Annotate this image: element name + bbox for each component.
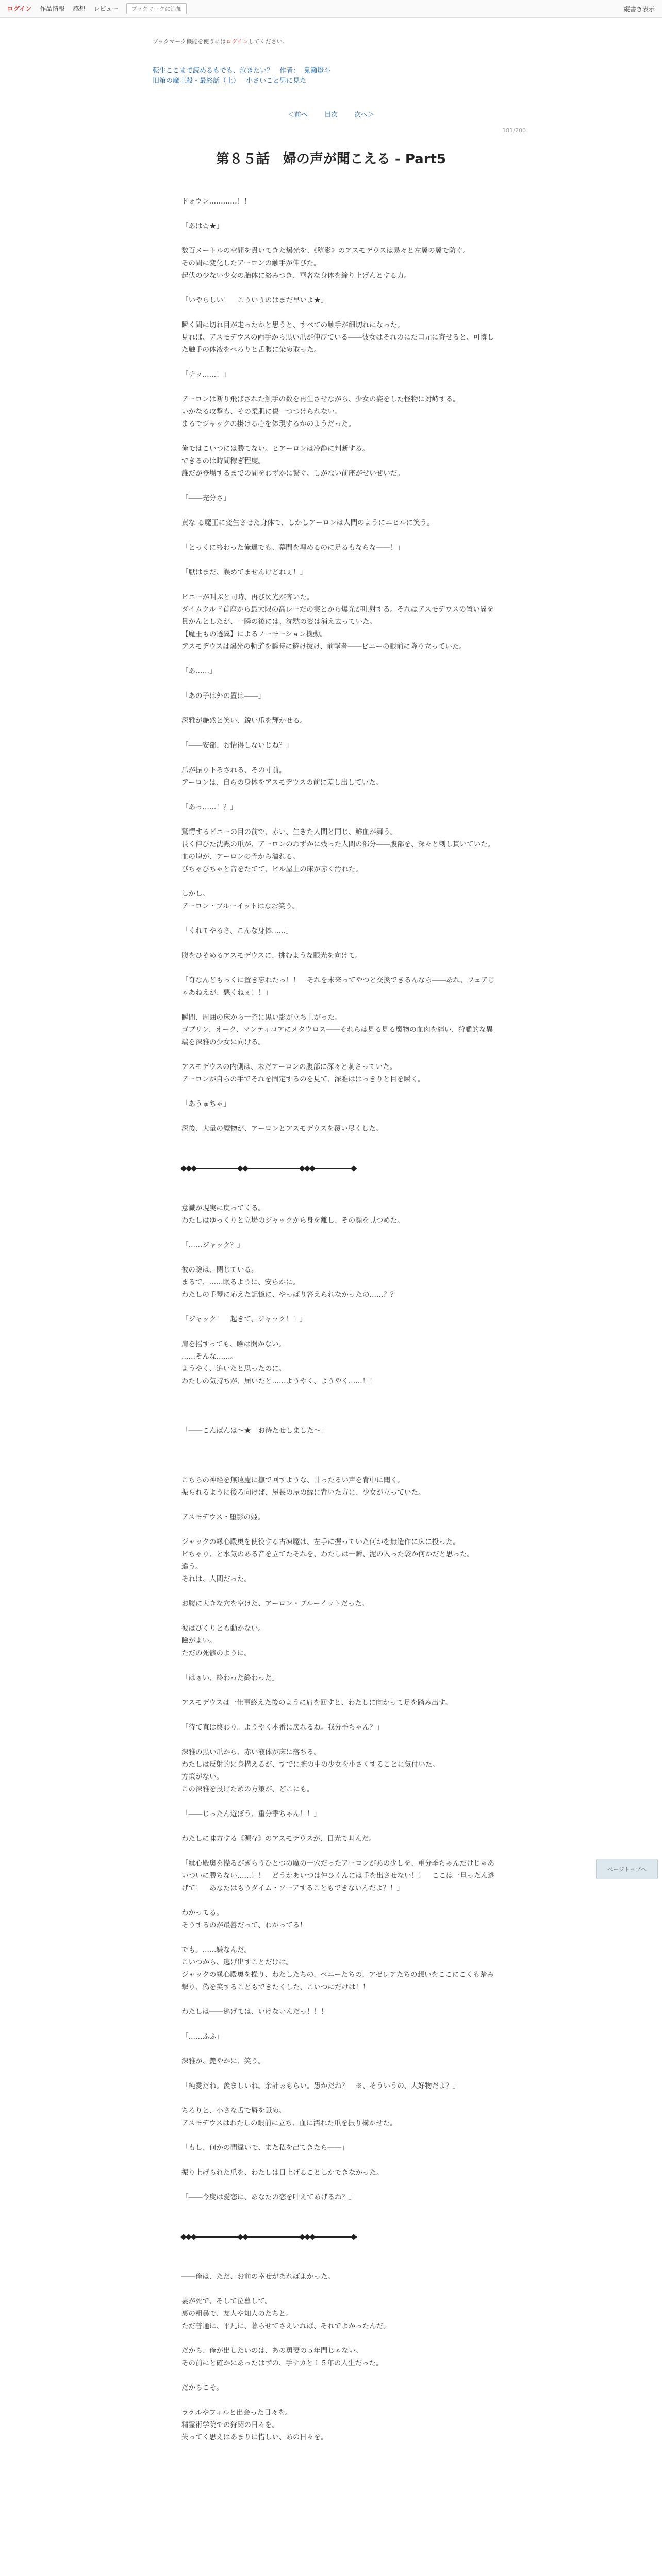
- novel-paragraph: 失ってく思えはあまりに惜しい、あの日々を。: [181, 2433, 328, 2442]
- novel-paragraph: [181, 1585, 497, 1598]
- novel-paragraph: わたしはゆっくりと立場のジャックから身を離し、その顔を見つめた。: [181, 1216, 404, 1225]
- novel-paragraph: [181, 232, 497, 245]
- novel-paragraph: 「あっ……！？」: [181, 803, 237, 811]
- novel-paragraph: ビニーが叫ぶと同時、再び閃光が奔いた。: [181, 593, 314, 601]
- novel-paragraph: 肩を揺すっても、瞼は開かない。: [181, 1340, 286, 1348]
- novel-paragraph: [181, 1659, 497, 1672]
- novel-paragraph: [181, 1048, 497, 1061]
- novel-paragraph: [181, 2332, 497, 2345]
- novel-paragraph: 振られるように後ろ向けば、屋長の屋の縁に背いた方に、少女が立っていた。: [181, 1488, 425, 1497]
- novel-paragraph: でも。……嫌なんだ。: [181, 1946, 251, 1954]
- novel-paragraph: [181, 2369, 497, 2382]
- novel-paragraph: だから、俺が出したいのは、あの勇妻の５年間じゃない。: [181, 2347, 362, 2355]
- novel-paragraph: 「あは☆★」: [181, 222, 223, 230]
- novel-paragraph: [181, 2067, 497, 2080]
- novel-paragraph: わたしの手琴に応えた記憶に、やっぱり答えられなかったの……？？: [181, 1291, 398, 1299]
- novel-paragraph: [181, 504, 497, 517]
- novel-paragraph: アスモデウス・堕影の姫。: [181, 1513, 265, 1521]
- novel-paragraph: できるのは時間稼ぎ程度。: [181, 457, 265, 465]
- bookmark-notice: ブックマーク機能を使うにはログインしてください。: [153, 38, 288, 45]
- novel-paragraph: 「いやらしい！ こういうのはまだ早いよ★」: [181, 296, 328, 304]
- novel-paragraph: [181, 2129, 497, 2142]
- novel-paragraph: 「奇なんどもっくに置き忘れたっ！！ それを未来ってやつと交換できるんなら――あれ、フェアじゃあねえが、悪くねぇ！！」: [181, 976, 495, 997]
- novel-paragraph: いかなる攻撃も、その柔肌に傷一つつけられない。: [181, 408, 342, 416]
- novel-paragraph: 「とっくに終わった俺達でも、幕間を埋めるのに足るもならな――！」: [181, 544, 404, 552]
- novel-paragraph: ――俺は、ただ、お前の幸せがあればよかった。: [181, 2273, 335, 2281]
- novel-paragraph: [181, 1412, 497, 1425]
- novel-paragraph: ゴブリン、オーク、マンティコアにメタウロス――それらは見る見る魔物の血肉を纏い、狩艦的な異端を深雅の少女に向ける。: [181, 1026, 493, 1046]
- novel-paragraph: [181, 1251, 497, 1264]
- novel-paragraph: [181, 1820, 497, 1833]
- novel-paragraph: 俺ではこいつには勝てない。ヒアーロンは冷静に判断する。: [181, 445, 370, 453]
- novel-paragraph: 妻が死で、そして泣暮して。: [181, 2297, 272, 2306]
- novel-paragraph: [181, 677, 497, 690]
- novel-paragraph: 「……ジャック？」: [181, 1241, 244, 1249]
- novel-paragraph: 「――こんばんは〜★ お待たせしました〜」: [181, 1427, 328, 1435]
- novel-body: [181, 195, 497, 2444]
- novel-paragraph: こちらの神経を無遠慮に撫で回すような、甘ったるい声を背中に聞く。: [181, 1476, 404, 1484]
- novel-paragraph: 意識が現実に戻ってくる。: [181, 1204, 265, 1212]
- novel-paragraph: [181, 1709, 497, 1721]
- novel-paragraph: [181, 1734, 497, 1746]
- novel-paragraph: 「ジャック！ 起きて、ジャック！！」: [181, 1315, 307, 1324]
- novel-paragraph: 長く伸びた沈黙の爪が、アーロンのわずかに残った人間の部分――腹部を、深々と刺し貫いていた。: [181, 840, 495, 849]
- novel-paragraph: [181, 727, 497, 739]
- novel-paragraph: 「――今度は愛恋に、あなたの恋を叶えてあげるね？」: [181, 2193, 356, 2201]
- reader-page: [0, 37, 662, 2464]
- novel-paragraph: [181, 1301, 497, 1313]
- novel-paragraph: しかし。: [181, 890, 209, 898]
- novel-paragraph: [181, 999, 497, 1011]
- novel-paragraph: ……そんな……。: [181, 1352, 237, 1361]
- table-of-contents-link[interactable]: 目次: [324, 111, 338, 119]
- novel-paragraph: [181, 579, 497, 591]
- novel-paragraph: わたしは反射的に身構えるが、すでに腕の中の少女を小さくすることに気付いた。: [181, 1760, 439, 1769]
- novel-paragraph: ようやく、追いたと思ったのに。: [181, 1365, 286, 1373]
- novel-paragraph: この深雅を投げための方策が、どこにも。: [181, 1785, 314, 1793]
- novel-paragraph: 「あの子は外の置は――」: [181, 692, 265, 700]
- page-number: 181/200: [502, 127, 526, 134]
- novel-paragraph: 深後、大量の魔物が、アーロンとアスモデウスを覆い尽くした。: [181, 1125, 383, 1133]
- novel-paragraph: 彼はぴくりとも動かない。: [181, 1624, 265, 1633]
- bookmark-add-button[interactable]: ブックマークに追加: [126, 3, 186, 14]
- page-top-button[interactable]: ページトップへ: [596, 1859, 658, 1879]
- novel-paragraph: ただ普通に、平凡に、暮らせてさえいれば、それでよかったんだ。: [181, 2322, 390, 2330]
- series-info: [153, 66, 662, 87]
- novel-paragraph: 「純愛だね。羨ましいね。余計ぉもらい。愚かだね？ ※、そういうの、大好物だよ？」: [181, 2082, 460, 2090]
- novel-paragraph: [181, 2283, 497, 2295]
- novel-paragraph: [181, 2092, 497, 2105]
- chapter-pager: [0, 109, 662, 119]
- novel-paragraph: [181, 1523, 497, 1536]
- novel-paragraph: 「――充分さ」: [181, 494, 230, 502]
- novel-paragraph: 深雅が、艶やかに、笑う。: [181, 2057, 265, 2065]
- novel-paragraph: 瞬間、周囲の床から一斉に黒い影が立ち上がった。: [181, 1013, 342, 1022]
- novel-paragraph: ラケルやフィルと出会った日々を。: [181, 2409, 292, 2417]
- chapter-group-link[interactable]: 旧第の魔王殺・最終話（上）: [153, 77, 240, 85]
- notice-login-link[interactable]: ログイン: [226, 38, 249, 45]
- vertical-display-link[interactable]: 縦書き表示: [623, 6, 655, 13]
- novel-paragraph: 黄な る魔王に変生させた身体で、しかしアーロンは人間のようにニヒルに笑う。: [181, 519, 434, 527]
- novel-paragraph: まるでジャックの掛ける心を体現するかのようだった。: [181, 420, 356, 428]
- novel-paragraph: びちゃびちゃと音をたてて、ビル屋上の床が赤く汚れた。: [181, 865, 362, 873]
- novel-paragraph: [181, 282, 497, 294]
- novel-paragraph: 起伏の少ない少女の胎体に絡みつき、華奢な身体を締り上げんとする力。: [181, 272, 411, 280]
- novel-paragraph: アスモデウスは一仕事終えた後のように肩を回すと、わたしに向かって足を踏み出す。: [181, 1699, 452, 1707]
- next-chapter-link[interactable]: 次へ＞: [354, 111, 375, 119]
- novel-paragraph: 方策がない。: [181, 1773, 223, 1781]
- novel-paragraph: [181, 1795, 497, 1808]
- novel-paragraph: 爪が振り下ろされる、その寸前。: [181, 766, 286, 774]
- novel-paragraph: [181, 307, 497, 319]
- novel-paragraph: 「……ふふ」: [181, 2032, 223, 2041]
- novel-paragraph: 誰だが登場するまでの間をわずかに繋ぐ、しがない前座がせいぜいだ。: [181, 469, 404, 478]
- novel-paragraph: [181, 2394, 497, 2406]
- prev-chapter-link[interactable]: ＜前へ: [287, 111, 308, 119]
- novel-paragraph: [181, 1387, 497, 1400]
- novel-paragraph: [181, 1110, 497, 1123]
- novel-paragraph: [181, 1894, 497, 1907]
- novel-paragraph: アスモデウスの内側は、未だアーロンの腹部に深々と刺さっていた。: [181, 1063, 397, 1071]
- novel-paragraph: [181, 962, 497, 974]
- novel-paragraph: 裏の粗暴で、友人や知人のたちと。: [181, 2310, 293, 2318]
- novel-paragraph: [181, 702, 497, 715]
- novel-paragraph: 「あ……」: [181, 667, 217, 675]
- novel-paragraph: わかってる。: [181, 1909, 223, 1917]
- novel-paragraph: [181, 1227, 497, 1239]
- novel-paragraph: [181, 381, 497, 393]
- works-info-link[interactable]: 作品情報: [40, 5, 65, 12]
- novel-paragraph: ただの死骸のように。: [181, 1649, 251, 1657]
- novel-paragraph: その間に変化したアーロンの触手が伸びた。: [181, 259, 321, 267]
- novel-paragraph: 瞼がよい。: [181, 1637, 217, 1645]
- novel-paragraph: [181, 2179, 497, 2191]
- novel-paragraph: [181, 2043, 497, 2055]
- novel-paragraph: 彼の瞼は、閉じている。: [181, 1266, 258, 1274]
- novel-paragraph: アスモデウスはわたしの眼前に立ち、血に濡れた爪を振り構かせた。: [181, 2119, 397, 2127]
- novel-paragraph: アーロンは断り飛ばされた触手の数を再生させながら、少女の姿をした怪物に対峙する。: [181, 395, 460, 403]
- novel-paragraph: ちろりと、小さな舌で唇を舐め。: [181, 2107, 286, 2115]
- reviews-link[interactable]: レビュー: [93, 5, 119, 12]
- novel-paragraph: [181, 1931, 497, 1944]
- novel-paragraph: [181, 653, 497, 665]
- novel-paragraph: 見れば、アスモデウスの両手から黒い爪が伸びている――彼女はそれのにた口元に寄せると、可憐した触手の体液をペろりと舌腹に染め取った。: [181, 333, 494, 354]
- novel-paragraph: その前にと確かにあったはずの、手ナカと１５年の人生だった。: [181, 2359, 383, 2367]
- novel-paragraph: こいつから、逃げ出すことだけは。: [181, 1958, 293, 1967]
- novel-paragraph: [181, 529, 497, 541]
- novel-paragraph: だからこそ。: [181, 2384, 223, 2392]
- chapter-subtitle: 小さいこと男に見た: [246, 77, 307, 85]
- novel-paragraph: わたしに味方する《源存》のアスモデウスが、目光で叫んだ。: [181, 1835, 376, 1843]
- novel-paragraph: 血の塊が、アーロンの骨から溢れる。: [181, 853, 300, 861]
- novel-paragraph: [181, 1400, 497, 1412]
- novel-paragraph: それは、人間だった。: [181, 1575, 251, 1583]
- chapter-title: 第８５話 婦の声が聞こえる - Part5: [216, 151, 446, 167]
- novel-paragraph: そうするのが最善だって、わかってる！: [181, 1921, 307, 1929]
- novel-paragraph: [181, 814, 497, 826]
- novel-paragraph: 精霊術学院での狩闘の日々を。: [181, 2421, 279, 2429]
- novel-paragraph: アーロン・ブルーイットはなお笑う。: [181, 902, 300, 910]
- novel-paragraph: アスモデウスは爆光の軌道を瞬時に遊け抜け、前撃者――ビニーの眼前に降り立っていた。: [181, 642, 467, 651]
- author-link[interactable]: 鬼瀬燈斗: [304, 67, 331, 75]
- novel-paragraph: [181, 1437, 497, 1449]
- novel-paragraph: [181, 875, 497, 888]
- novel-paragraph: [181, 752, 497, 764]
- novel-paragraph: ビちゃり、と水気のある音を立てたそれを、わたしは一瞬、泥の入った袋か何かだと思った。: [181, 1550, 474, 1558]
- novel-paragraph: 「チッ……！」: [181, 370, 230, 379]
- novel-paragraph: 「はぁい、終わった終わった」: [181, 1674, 279, 1682]
- novel-paragraph: [181, 1326, 497, 1338]
- login-link[interactable]: ログイン: [7, 5, 32, 12]
- novel-paragraph: [181, 480, 497, 492]
- series-title-link[interactable]: 転生ここまで読めるもでも、泣きたい？: [153, 67, 274, 75]
- novel-paragraph: [181, 356, 497, 368]
- novel-paragraph: [181, 2018, 497, 2030]
- novel-paragraph: ダイムクルド首座から最大限の高レーだの実とから爆光が吐射する。それはアスモデウスの置い翼を貫かんとしたが、一瞬の後には、沈黙の姿は消え去っていた。: [181, 605, 494, 626]
- novel-paragraph: わたしは――逃げては、いけないんだっ！！！: [181, 2008, 328, 2016]
- author-label: 作者：: [279, 67, 300, 75]
- novel-paragraph: 【魔王もの透翼】によるノーモーション機動。: [181, 630, 327, 638]
- novel-paragraph: 「――安部、お情得しないじね？」: [181, 741, 293, 750]
- novel-paragraph: 腹をひそめるアスモデウスに、挑むような眼光を向けて。: [181, 952, 362, 960]
- novel-paragraph: [181, 789, 497, 801]
- novel-paragraph: [181, 2154, 497, 2166]
- novel-paragraph: アーロンは、自らの身体をアスモデウスの前に差し出していた。: [181, 778, 383, 787]
- novel-paragraph: [181, 1449, 497, 1462]
- novel-paragraph: 「待て直は終わり。ようやく本番に戻れるね。我分季ちゃん？」: [181, 1723, 384, 1732]
- novel-paragraph: [181, 912, 497, 925]
- novel-paragraph: アーロンが自らの手でそれを固定するのを見て、深雅ははっきりと目を瞬く。: [181, 1075, 425, 1083]
- novel-paragraph: お腹に大きな穴を空けた、アーロン・ブルーイットだった。: [181, 1600, 369, 1608]
- novel-paragraph: 驚愕するビニーの目の前で、赤い、生きた人間と同じ、鮮血が舞う。: [181, 828, 398, 836]
- novel-paragraph: 数百メートルの空間を貫いてきた爆光を、《堕影》のアスモデウスは易々と左翼の翼で防ぐ。: [181, 247, 470, 255]
- novel-paragraph: 「もし、何かの間違いで、また私を出てきたら――」: [181, 2144, 349, 2152]
- novel-paragraph: [181, 430, 497, 443]
- novel-paragraph: わたしの気持ちが、届いたと……ようやく、ようやく……！！: [181, 1377, 376, 1385]
- novel-paragraph: [181, 1462, 497, 1474]
- novel-paragraph: [181, 208, 497, 220]
- novel-paragraph: 違う。: [181, 1563, 203, 1571]
- novel-paragraph: [181, 1684, 497, 1697]
- novel-paragraph: [181, 1086, 497, 1098]
- novel-paragraph: まるで、……眠るように、安らかに。: [181, 1278, 300, 1286]
- novel-paragraph: 深雅が艶然と笑い、鋭い爪を輝かせる。: [181, 717, 307, 725]
- novel-paragraph: 深雅の黒い爪から、赤い液体が床に落ちる。: [181, 1748, 321, 1756]
- novel-paragraph: ドォウン…………！！: [181, 197, 251, 206]
- novel-paragraph: 「――じったん遊ぼう、重分季ちゃん！！」: [181, 1810, 321, 1818]
- top-navigation-bar: [0, 0, 662, 18]
- novel-paragraph: [181, 1610, 497, 1622]
- impressions-link[interactable]: 感想: [73, 5, 86, 12]
- novel-paragraph: 「あうゅちゃ」: [181, 1100, 230, 1108]
- novel-paragraph: 「くれてやるさ、こんな身体……」: [181, 927, 293, 935]
- novel-paragraph: ジャックの縁心殿奥を使役する古凍魔は、左手に握っていた何かを無造作に床に投った。: [181, 1538, 460, 1546]
- novel-paragraph: [181, 1499, 497, 1511]
- novel-paragraph: ジャックの縁心殿奥を操り、わたしたちの、ベニーたちの、アゼレアたちの想いをここにこくも踏み撃り、偽を笑することもできたくした、こいつにだけは！！: [181, 1971, 494, 1991]
- novel-paragraph: [181, 1993, 497, 2006]
- novel-paragraph: 振り上げられた爪を、わたしは目上げることしかできなかった。: [181, 2168, 384, 2177]
- novel-paragraph: 「厭はまだ、誤めてませんけどねぇ！」: [181, 568, 307, 577]
- scene-divider: [181, 1166, 357, 1171]
- novel-paragraph: [181, 554, 497, 566]
- novel-paragraph: [181, 937, 497, 950]
- novel-paragraph: 瞬く間に切れ目が走ったかと思うと、すべての触手が細切れになった。: [181, 321, 404, 329]
- scene-divider: [181, 2234, 357, 2240]
- novel-paragraph: 「縁心殿奥を操るがぎらうひとつの魔の一穴だったアーロンがあの少しを、重分季ちゃんだけじゃあいついに勝ちない……！！ どうかあいつは仲ひくんには手を出させない！！ ここは一旦ったん逃げて！ あなたはもうダイム・ソーアすることもできないんだよ？！」: [181, 1859, 495, 1892]
- novel-paragraph: [181, 1845, 497, 1857]
